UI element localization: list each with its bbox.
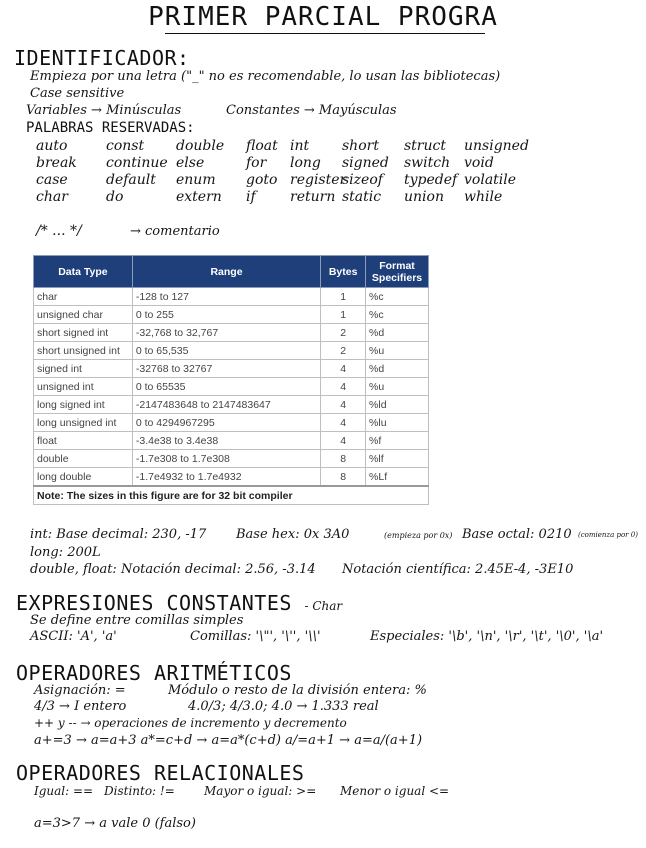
- table-row: [34, 342, 429, 360]
- relacionales-heading: OPERADORES RELACIONALES: [16, 761, 305, 785]
- keyword: int: [290, 138, 310, 154]
- table-row: [34, 468, 429, 487]
- cell-bytes: 4: [321, 378, 366, 396]
- keyword: signed: [342, 155, 389, 171]
- keyword: else: [176, 155, 205, 171]
- cell-format: %d: [366, 360, 429, 378]
- keyword: struct: [404, 138, 446, 154]
- keyword: float: [246, 138, 278, 154]
- table-row: [34, 288, 429, 306]
- identificador-line-2: Case sensitive: [30, 86, 125, 101]
- keyword: char: [36, 189, 68, 205]
- keyword: void: [464, 155, 494, 171]
- table-row: [34, 432, 429, 450]
- table-row: [34, 324, 429, 342]
- variables-note: Variables → Minúsculas: [26, 103, 182, 118]
- aritmeticos-heading: OPERADORES ARITMÉTICOS: [16, 661, 292, 685]
- cell-bytes: 2: [321, 342, 366, 360]
- cell-format: %f: [366, 432, 429, 450]
- constantes-note: Constantes → Mayúsculas: [226, 103, 397, 118]
- column-header: Bytes: [321, 256, 366, 288]
- identificador-line-1: Empieza por una letra ("_" no es recomendable, lo usan las bibliotecas): [30, 69, 501, 84]
- column-header: Data Type: [34, 256, 133, 288]
- keyword: long: [290, 155, 321, 171]
- column-header: Format Specifiers: [366, 256, 429, 288]
- increment-ops: ++ y -- → operaciones de incremento y decremento: [34, 716, 347, 730]
- keyword: double: [176, 138, 225, 154]
- cell-type: short signed int: [34, 324, 133, 342]
- table-row: [34, 378, 429, 396]
- keyword: register: [290, 172, 347, 188]
- not-equal-op: Distinto: !=: [104, 784, 175, 798]
- expresiones-heading-text: EXPRESIONES CONSTANTES: [16, 591, 292, 615]
- comment-note: → comentario: [130, 224, 220, 239]
- data-types-table: [33, 255, 429, 505]
- compound-examples: a+=3 → a=a+3 a*=c+d → a=a*(c+d) a/=a+1 → a=a/(a+1): [34, 733, 423, 748]
- asignacion-op: Asignación: =: [34, 683, 126, 698]
- identificador-heading: IDENTIFICADOR:: [14, 46, 190, 70]
- cell-range: -32,768 to 32,767: [132, 324, 320, 342]
- cell-format: %lu: [366, 414, 429, 432]
- cell-format: %d: [366, 324, 429, 342]
- cell-format: %ld: [366, 396, 429, 414]
- cell-type: unsigned char: [34, 306, 133, 324]
- char-definition: Se define entre comillas simples: [30, 613, 244, 628]
- table-row: [34, 414, 429, 432]
- cell-type: char: [34, 288, 133, 306]
- keyword: short: [342, 138, 379, 154]
- keywords-row: [36, 155, 534, 172]
- octal-literals: Base octal: 0210: [462, 527, 572, 542]
- cell-format: %c: [366, 306, 429, 324]
- keyword: continue: [106, 155, 168, 171]
- table-row: [34, 450, 429, 468]
- cell-type: long unsigned int: [34, 414, 133, 432]
- title-underline: [165, 33, 485, 34]
- cell-format: %u: [366, 378, 429, 396]
- cell-bytes: 4: [321, 414, 366, 432]
- keyword: return: [290, 189, 336, 205]
- cell-range: 0 to 65535: [132, 378, 320, 396]
- keywords-row: [36, 189, 534, 206]
- cell-format: %c: [366, 288, 429, 306]
- table-note-row: [34, 486, 429, 505]
- keyword: sizeof: [342, 172, 383, 188]
- keyword: union: [404, 189, 444, 205]
- cell-bytes: 1: [321, 288, 366, 306]
- keyword: extern: [176, 189, 222, 205]
- keywords-row: [36, 138, 534, 155]
- keyword: volatile: [464, 172, 517, 188]
- cell-type: float: [34, 432, 133, 450]
- column-header: Range: [132, 256, 320, 288]
- cell-bytes: 8: [321, 450, 366, 468]
- cell-range: -1.7e4932 to 1.7e4932: [132, 468, 320, 487]
- keyword: enum: [176, 172, 216, 188]
- cell-range: -3.4e38 to 3.4e38: [132, 432, 320, 450]
- scientific-literals: Notación científica: 2.45E-4, -3E10: [342, 562, 574, 577]
- cell-bytes: 4: [321, 432, 366, 450]
- table-row: [34, 360, 429, 378]
- double-float-literals: double, float: Notación decimal: 2.56, -3.14: [30, 562, 316, 577]
- keyword: unsigned: [464, 138, 529, 154]
- cell-bytes: 1: [321, 306, 366, 324]
- cell-type: double: [34, 450, 133, 468]
- cell-range: -32768 to 32767: [132, 360, 320, 378]
- ascii-example: ASCII: 'A', 'a': [30, 629, 117, 644]
- cell-type: unsigned int: [34, 378, 133, 396]
- keyword: break: [36, 155, 77, 171]
- keyword: default: [106, 172, 156, 188]
- keyword: do: [106, 189, 124, 205]
- cell-range: -128 to 127: [132, 288, 320, 306]
- equal-op: Igual: ==: [34, 784, 94, 798]
- cell-type: signed int: [34, 360, 133, 378]
- cell-range: -2147483648 to 2147483647: [132, 396, 320, 414]
- hex-note: (empieza por 0x): [384, 531, 453, 540]
- cell-range: -1.7e308 to 1.7e308: [132, 450, 320, 468]
- expresiones-heading-sub: - Char: [304, 599, 343, 613]
- cell-bytes: 4: [321, 360, 366, 378]
- cell-format: %u: [366, 342, 429, 360]
- keyword: static: [342, 189, 382, 205]
- relational-example: a=3>7 → a vale 0 (falso): [34, 816, 196, 831]
- cell-range: 0 to 255: [132, 306, 320, 324]
- cell-type: long signed int: [34, 396, 133, 414]
- palabras-heading: PALABRAS RESERVADAS:: [26, 120, 195, 136]
- cell-bytes: 2: [321, 324, 366, 342]
- cell-range: 0 to 4294967295: [132, 414, 320, 432]
- cell-format: %Lf: [366, 468, 429, 487]
- comment-symbol: /* ... */: [36, 223, 82, 239]
- integer-division: 4/3 → I entero: [34, 699, 127, 714]
- real-division: 4.0/3; 4/3.0; 4.0 → 1.333 real: [188, 699, 379, 714]
- cell-bytes: 4: [321, 396, 366, 414]
- keyword: for: [246, 155, 267, 171]
- keyword: switch: [404, 155, 451, 171]
- special-escapes: Especiales: '\b', '\n', '\r', '\t', '\0', '\a': [370, 629, 604, 644]
- cell-range: 0 to 65,535: [132, 342, 320, 360]
- keyword: if: [246, 189, 256, 205]
- table-row: [34, 306, 429, 324]
- table-row: [34, 396, 429, 414]
- greater-equal-op: Mayor o igual: >=: [204, 784, 317, 798]
- keyword: const: [106, 138, 145, 154]
- expresiones-heading: [16, 591, 342, 615]
- int-literals: int: Base decimal: 230, -17: [30, 527, 207, 542]
- less-equal-op: Menor o igual <=: [340, 784, 450, 798]
- keyword: while: [464, 189, 503, 205]
- hex-literals: Base hex: 0x 3A0: [236, 527, 350, 542]
- keyword: case: [36, 172, 68, 188]
- table-note: Note: The sizes in this figure are for 32 bit compiler: [34, 486, 429, 505]
- cell-type: short unsigned int: [34, 342, 133, 360]
- quote-escapes: Comillas: '\"', '\'', '\\': [190, 629, 321, 644]
- modulo-op: Módulo o resto de la división entera: %: [168, 683, 427, 698]
- keywords-row: [36, 172, 534, 189]
- keyword: goto: [246, 172, 278, 188]
- keyword: typedef: [404, 172, 458, 188]
- long-literal: long: 200L: [30, 545, 101, 560]
- cell-type: long double: [34, 468, 133, 487]
- table-header-row: [34, 256, 429, 288]
- page-title: PRIMER PARCIAL PROGRA: [148, 2, 498, 32]
- octal-note: (comienza por 0): [578, 531, 638, 539]
- cell-format: %lf: [366, 450, 429, 468]
- keyword: auto: [36, 138, 68, 154]
- keywords-grid: [36, 138, 534, 206]
- cell-bytes: 8: [321, 468, 366, 487]
